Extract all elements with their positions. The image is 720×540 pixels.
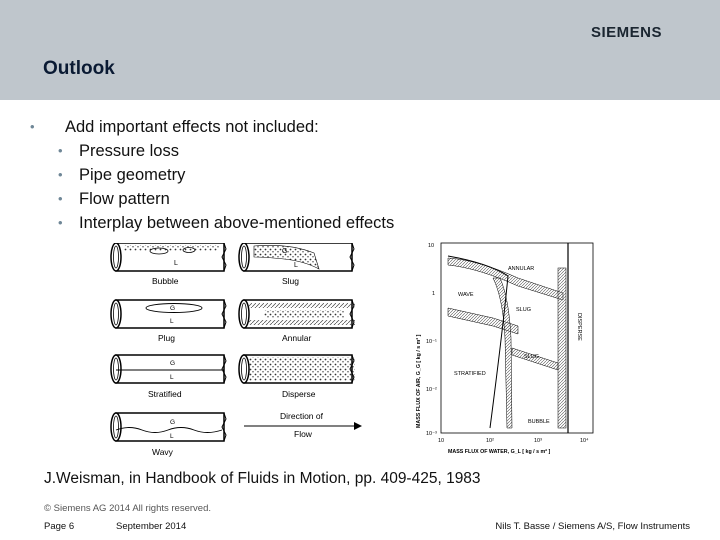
pattern-label-wavy: Wavy <box>152 447 173 457</box>
siemens-logo: SIEMENS <box>590 24 662 41</box>
x-tick: 10 <box>438 438 445 444</box>
region-disperse: DISPERSE <box>576 313 582 341</box>
pattern-label-plug: Plug <box>158 333 176 343</box>
phase-label: L <box>170 374 174 381</box>
y-tick: 10⁻³ <box>426 431 437 437</box>
phase-label: L <box>294 262 298 269</box>
pattern-label-annular: Annular <box>282 333 312 343</box>
y-tick: 1 <box>432 291 436 297</box>
bullet-list <box>30 115 394 235</box>
x-tick: 10³ <box>534 438 542 444</box>
disperse-band <box>558 268 566 428</box>
pattern-label-bubble: Bubble <box>152 276 179 286</box>
footer-author: Nils T. Basse / Siemens A/S, Flow Instruments <box>495 521 690 532</box>
y-tick: 10⁻¹ <box>426 339 437 345</box>
region-slug-1: SLUG <box>516 307 531 313</box>
arrow-label-1: Direction of <box>280 411 323 421</box>
bullet-main <box>30 115 394 139</box>
pattern-label-stratified: Stratified <box>148 389 182 399</box>
pipe-disperse <box>239 355 355 383</box>
phase-label: G <box>170 305 176 312</box>
region-wave: WAVE <box>458 292 474 298</box>
bullet-dot-icon: • <box>58 215 63 230</box>
bullet-main-text: Add important effects not included: <box>65 118 319 136</box>
flow-pattern-figure <box>104 243 364 458</box>
y-tick: 10 <box>428 243 435 249</box>
phase-label: G <box>170 419 176 426</box>
bullet-sub-item <box>30 163 394 187</box>
y-tick: 10⁻² <box>426 387 437 393</box>
bullet-dot-icon: • <box>58 143 63 158</box>
bullet-sub-item <box>30 139 394 163</box>
region-annular: ANNULAR <box>508 266 535 272</box>
page-title: Outlook <box>43 58 115 79</box>
x-tick: 10² <box>486 438 494 444</box>
phase-label: L <box>170 318 174 325</box>
footer-date: September 2014 <box>116 521 187 532</box>
pipe-plug <box>111 300 226 328</box>
phase-label: L <box>170 433 174 440</box>
arrow-label-2: Flow <box>294 429 312 439</box>
pipe-bubble <box>111 243 226 271</box>
region-bubble: BUBBLE <box>528 419 550 425</box>
phase-label: G <box>170 360 176 367</box>
bullet-sub-item <box>30 187 394 211</box>
flow-regime-map <box>408 238 598 458</box>
pattern-label-disperse: Disperse <box>282 389 316 399</box>
bullet-sub-text: Interplay between above-mentioned effects <box>79 214 395 232</box>
pattern-label-slug: Slug <box>282 276 300 286</box>
pipe-stratified <box>111 355 226 383</box>
bullet-sub-text: Pressure loss <box>79 142 179 160</box>
bullet-sub-text: Pipe geometry <box>79 166 186 184</box>
bullet-dot-icon: • <box>58 167 63 182</box>
bullet-dot-icon: • <box>58 191 63 206</box>
x-axis-label: MASS FLUX OF WATER, G_L [ kg / s m² ] <box>448 449 551 455</box>
citation: J.Weisman, in Handbook of Fluids in Motion, pp. 409-425, 1983 <box>44 470 481 487</box>
region-stratified: STRATIFIED <box>454 371 486 377</box>
x-tick: 10⁴ <box>580 438 589 444</box>
header-bar <box>0 0 720 100</box>
pattern-label: L <box>174 260 178 267</box>
bullet-sub-item <box>30 211 394 235</box>
copyright-notice: © Siemens AG 2014 All rights reserved. <box>44 503 211 514</box>
bullet-sub-text: Flow pattern <box>79 190 170 208</box>
bullet-dot-icon: • <box>30 119 35 134</box>
pipe-annular <box>239 300 355 328</box>
y-axis-label: MASS FLUX OF AIR, G_G [ kg / s m² ] <box>416 334 422 428</box>
phase-label: G <box>282 248 288 255</box>
region-slug-2: SLUG <box>524 354 539 360</box>
pipe-slug <box>239 243 354 271</box>
page-number: Page 6 <box>44 521 75 532</box>
pipe-wavy <box>111 413 226 441</box>
